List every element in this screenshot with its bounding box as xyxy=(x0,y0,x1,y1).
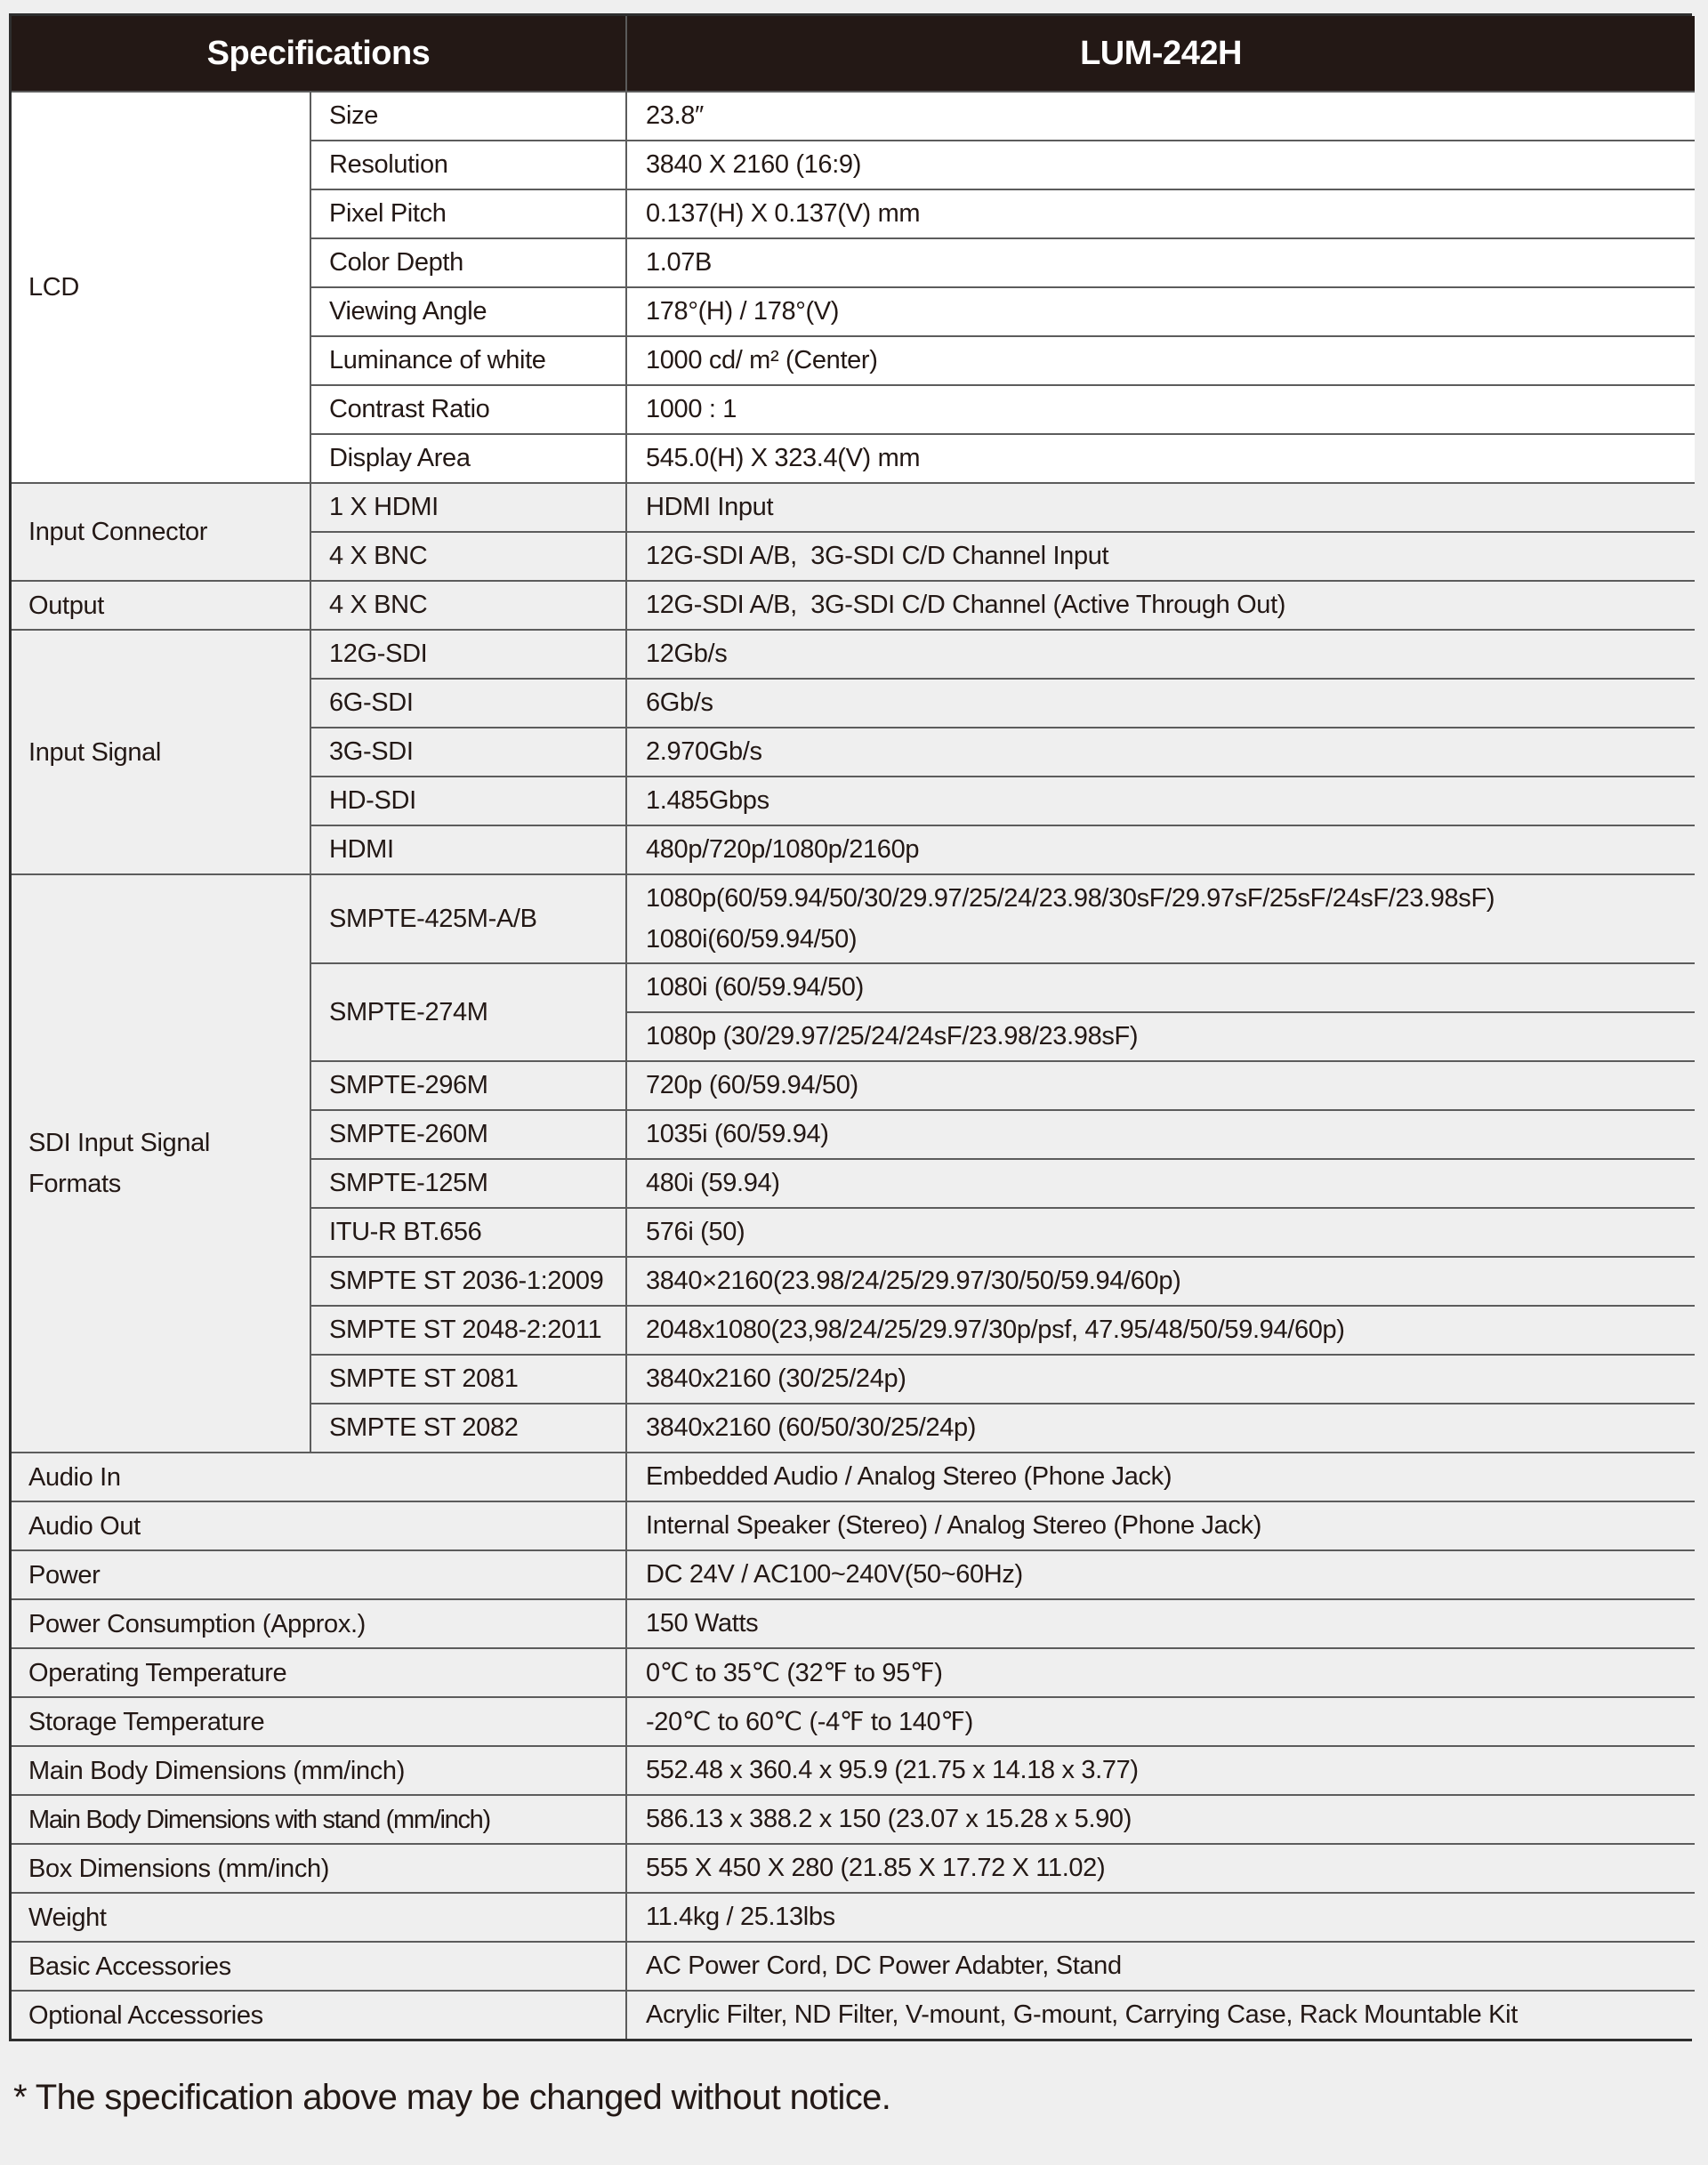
spec-name: Size xyxy=(329,101,379,130)
spec-name: SMPTE-274M xyxy=(329,997,488,1026)
spec-value-cell xyxy=(625,384,1695,433)
category-label: Output xyxy=(28,591,104,620)
spec-value: 6Gb/s xyxy=(646,688,713,717)
spec-value-cell xyxy=(625,825,1695,873)
spec-value: 0℃ to 35℃ (32℉ to 95℉) xyxy=(646,1659,943,1687)
spec-value-cell xyxy=(625,1305,1695,1354)
spec-value-cell xyxy=(625,286,1695,335)
spec-label: Power xyxy=(28,1560,101,1590)
footnote: * The specification above may be changed without notice. xyxy=(13,2078,891,2117)
spec-name-cell xyxy=(310,727,625,776)
spec-value: 3840×2160(23.98/24/25/29.97/30/50/59.94/60p) xyxy=(646,1267,1181,1295)
spec-name-cell xyxy=(310,1256,625,1305)
spec-name: SMPTE ST 2036-1:2009 xyxy=(329,1267,604,1295)
spec-value: 1000 : 1 xyxy=(646,395,737,423)
spec-label: Storage Temperature xyxy=(28,1707,265,1736)
spec-label-cell xyxy=(12,1892,625,1941)
spec-name: ITU-R BT.656 xyxy=(329,1218,482,1246)
spec-value-cell xyxy=(625,1892,1695,1941)
spec-value: 3840x2160 (60/50/30/25/24p) xyxy=(646,1413,977,1442)
header-model-label: LUM-242H xyxy=(1080,34,1242,72)
spec-label: Weight xyxy=(28,1903,107,1932)
spec-value-cell xyxy=(625,1207,1695,1256)
spec-value: 12G-SDI A/B, 3G-SDI C/D Channel (Active Through Out) xyxy=(646,591,1286,619)
spec-value-cell xyxy=(625,189,1695,237)
spec-name-cell xyxy=(310,776,625,825)
spec-name-cell xyxy=(310,580,625,629)
spec-value: 150 Watts xyxy=(646,1609,759,1638)
spec-value: 3840 X 2160 (16:9) xyxy=(646,150,861,179)
spec-name: SMPTE-296M xyxy=(329,1071,488,1099)
spec-value: 178°(H) / 178°(V) xyxy=(646,297,840,326)
spec-name: 12G-SDI xyxy=(329,640,428,668)
spec-name: 6G-SDI xyxy=(329,688,414,717)
spec-value: 480p/720p/1080p/2160p xyxy=(646,835,920,864)
spec-value-cell xyxy=(625,1060,1695,1109)
spec-label: Audio Out xyxy=(28,1511,141,1541)
spec-label-cell xyxy=(12,1794,625,1843)
spec-value: 1080p (30/29.97/25/24/24sF/23.98/23.98sF) xyxy=(646,1022,1139,1050)
category-label: SDI Input Signal Formats xyxy=(28,1129,210,1198)
spec-name: Display Area xyxy=(329,444,471,472)
spec-name-cell xyxy=(310,825,625,873)
spec-name-cell xyxy=(310,678,625,727)
spec-name: SMPTE-425M-A/B xyxy=(329,904,537,933)
spec-value: 545.0(H) X 323.4(V) mm xyxy=(646,444,921,472)
spec-name: 4 X BNC xyxy=(329,591,428,619)
spec-value-cell xyxy=(625,1647,1695,1696)
spec-value-cell xyxy=(625,1256,1695,1305)
spec-value-cell xyxy=(625,1696,1695,1745)
spec-name-cell xyxy=(310,1207,625,1256)
spec-name: 4 X BNC xyxy=(329,542,428,570)
spec-value-cell xyxy=(625,1354,1695,1403)
spec-name: 1 X HDMI xyxy=(329,493,439,521)
spec-value-cell xyxy=(625,727,1695,776)
category-cell xyxy=(12,482,310,580)
spec-value: 12Gb/s xyxy=(646,640,728,668)
spec-value: -20℃ to 60℃ (-4℉ to 140℉) xyxy=(646,1708,973,1736)
spec-value: 1035i (60/59.94) xyxy=(646,1120,829,1148)
spec-label-cell xyxy=(12,1941,625,1990)
spec-value-line: 1080i(60/59.94/50) xyxy=(646,925,858,954)
spec-name: Luminance of white xyxy=(329,346,546,374)
spec-value-cell xyxy=(625,1158,1695,1207)
spec-value-cell xyxy=(625,1501,1695,1549)
spec-value-cell xyxy=(625,1109,1695,1158)
spec-name-cell xyxy=(310,1354,625,1403)
category-cell xyxy=(12,91,310,482)
spec-value: 1.485Gbps xyxy=(646,786,769,815)
spec-name-cell xyxy=(310,531,625,580)
spec-label: Operating Temperature xyxy=(28,1658,287,1687)
spec-name: HD-SDI xyxy=(329,786,416,815)
spec-value: Internal Speaker (Stereo) / Analog Stereo (Phone Jack) xyxy=(646,1511,1261,1540)
spec-name-cell xyxy=(310,335,625,384)
spec-value-cell xyxy=(625,1403,1695,1452)
spec-label-cell xyxy=(12,1745,625,1794)
spec-value-cell xyxy=(625,531,1695,580)
spec-label-cell xyxy=(12,1598,625,1647)
spec-label: Audio In xyxy=(28,1462,121,1492)
spec-value: 23.8″ xyxy=(646,101,704,130)
spec-value-cell xyxy=(625,580,1695,629)
category-cell xyxy=(12,629,310,873)
spec-label: Power Consumption (Approx.) xyxy=(28,1609,366,1638)
spec-name: 3G-SDI xyxy=(329,737,414,766)
spec-value: Acrylic Filter, ND Filter, V-mount, G-mount, Carrying Case, Rack Mountable Kit xyxy=(646,2000,1518,2029)
spec-name-cell xyxy=(310,140,625,189)
spec-label-cell xyxy=(12,1549,625,1598)
spec-value-cell xyxy=(625,91,1695,140)
spec-label-cell xyxy=(12,1647,625,1696)
spec-label: Main Body Dimensions (mm/inch) xyxy=(28,1756,406,1785)
spec-value: 3840x2160 (30/25/24p) xyxy=(646,1364,906,1393)
spec-value: 1080i (60/59.94/50) xyxy=(646,973,864,1002)
spec-name-cell xyxy=(310,1403,625,1452)
spec-value-cell xyxy=(625,962,1695,1011)
spec-value: 0.137(H) X 0.137(V) mm xyxy=(646,199,921,228)
spec-name-cell xyxy=(310,237,625,286)
spec-name-cell xyxy=(310,189,625,237)
spec-value: 1000 cd/ m² (Center) xyxy=(646,346,878,374)
spec-value: 576i (50) xyxy=(646,1218,745,1246)
spec-name-cell xyxy=(310,384,625,433)
spec-name-cell xyxy=(310,1305,625,1354)
category-label: Input Connector xyxy=(28,518,208,546)
spec-label-cell xyxy=(12,1452,625,1501)
spec-value-cell xyxy=(625,482,1695,531)
spec-name: Color Depth xyxy=(329,248,463,277)
spec-name-cell xyxy=(310,962,625,1060)
spec-value: HDMI Input xyxy=(646,493,774,521)
spec-name-cell xyxy=(310,91,625,140)
spec-value: Embedded Audio / Analog Stereo (Phone Jack) xyxy=(646,1462,1172,1491)
header-spec-label: Specifications xyxy=(206,34,431,72)
spec-value-cell xyxy=(625,678,1695,727)
spec-value: 555 X 450 X 280 (21.85 X 17.72 X 11.02) xyxy=(646,1854,1106,1882)
spec-label-cell xyxy=(12,1843,625,1892)
category-label: Input Signal xyxy=(28,737,161,767)
spec-value-cell xyxy=(625,1549,1695,1598)
spec-name: SMPTE ST 2048-2:2011 xyxy=(329,1316,602,1344)
spec-value-cell xyxy=(625,1452,1695,1501)
header-model xyxy=(625,16,1695,91)
header-specifications xyxy=(12,16,625,91)
category-cell xyxy=(12,873,310,1452)
spec-name: Viewing Angle xyxy=(329,297,487,326)
spec-value: 11.4kg / 25.13lbs xyxy=(646,1903,835,1931)
spec-value: 12G-SDI A/B, 3G-SDI C/D Channel Input xyxy=(646,542,1109,570)
spec-label: Optional Accessories xyxy=(28,2000,263,2030)
spec-value-cell xyxy=(625,1794,1695,1843)
spec-label: Box Dimensions (mm/inch) xyxy=(28,1854,330,1883)
spec-value: 586.13 x 388.2 x 150 (23.07 x 15.28 x 5.90) xyxy=(646,1805,1132,1833)
spec-name-cell xyxy=(310,873,625,962)
spec-value-cell xyxy=(625,140,1695,189)
spec-value-cell xyxy=(625,433,1695,482)
spec-label-cell xyxy=(12,1696,625,1745)
spec-value-cell xyxy=(625,1598,1695,1647)
spec-value-cell xyxy=(625,1941,1695,1990)
spec-label: Main Body Dimensions with stand (mm/inch) xyxy=(28,1805,490,1834)
spec-value-cell xyxy=(625,1843,1695,1892)
spec-name-cell xyxy=(310,1158,625,1207)
spec-value-cell xyxy=(625,335,1695,384)
spec-value-cell xyxy=(625,776,1695,825)
spec-name: HDMI xyxy=(329,835,394,864)
spec-value: 2048x1080(23,98/24/25/29.97/30p/psf, 47.95/48/50/59.94/60p) xyxy=(646,1316,1345,1344)
spec-name: SMPTE-125M xyxy=(329,1169,488,1197)
spec-label: Basic Accessories xyxy=(28,1952,231,1981)
spec-name: Resolution xyxy=(329,150,448,179)
spec-value: 1.07B xyxy=(646,248,713,277)
spec-value-cell xyxy=(625,873,1695,962)
spec-name-cell xyxy=(310,286,625,335)
spec-value-cell xyxy=(625,1011,1695,1060)
spec-name: SMPTE ST 2081 xyxy=(329,1364,519,1393)
spec-name-cell xyxy=(310,433,625,482)
spec-name: Pixel Pitch xyxy=(329,199,447,228)
spec-value-cell xyxy=(625,1990,1695,2039)
spec-value: AC Power Cord, DC Power Adabter, Stand xyxy=(646,1952,1122,1980)
spec-name-cell xyxy=(310,629,625,678)
spec-name-cell xyxy=(310,482,625,531)
spec-name-cell xyxy=(310,1109,625,1158)
spec-value: 552.48 x 360.4 x 95.9 (21.75 x 14.18 x 3.77) xyxy=(646,1756,1139,1784)
spec-name: SMPTE ST 2082 xyxy=(329,1413,519,1442)
spec-value-cell xyxy=(625,629,1695,678)
spec-value: DC 24V / AC100~240V(50~60Hz) xyxy=(646,1560,1023,1589)
spec-value: 720p (60/59.94/50) xyxy=(646,1071,858,1099)
spec-label-cell xyxy=(12,1990,625,2039)
spec-name: Contrast Ratio xyxy=(329,395,490,423)
spec-name: SMPTE-260M xyxy=(329,1120,488,1148)
spec-value: 2.970Gb/s xyxy=(646,737,762,766)
spec-name-cell xyxy=(310,1060,625,1109)
spec-value-cell xyxy=(625,237,1695,286)
spec-value: 480i (59.94) xyxy=(646,1169,780,1197)
spec-value-line: 1080p(60/59.94/50/30/29.97/25/24/23.98/30sF/29.97sF/25sF/24sF/23.98sF) xyxy=(646,884,1495,913)
category-label: LCD xyxy=(28,273,79,302)
spec-label-cell xyxy=(12,1501,625,1549)
category-cell xyxy=(12,580,310,629)
spec-table xyxy=(9,13,1692,2041)
spec-value-cell xyxy=(625,1745,1695,1794)
